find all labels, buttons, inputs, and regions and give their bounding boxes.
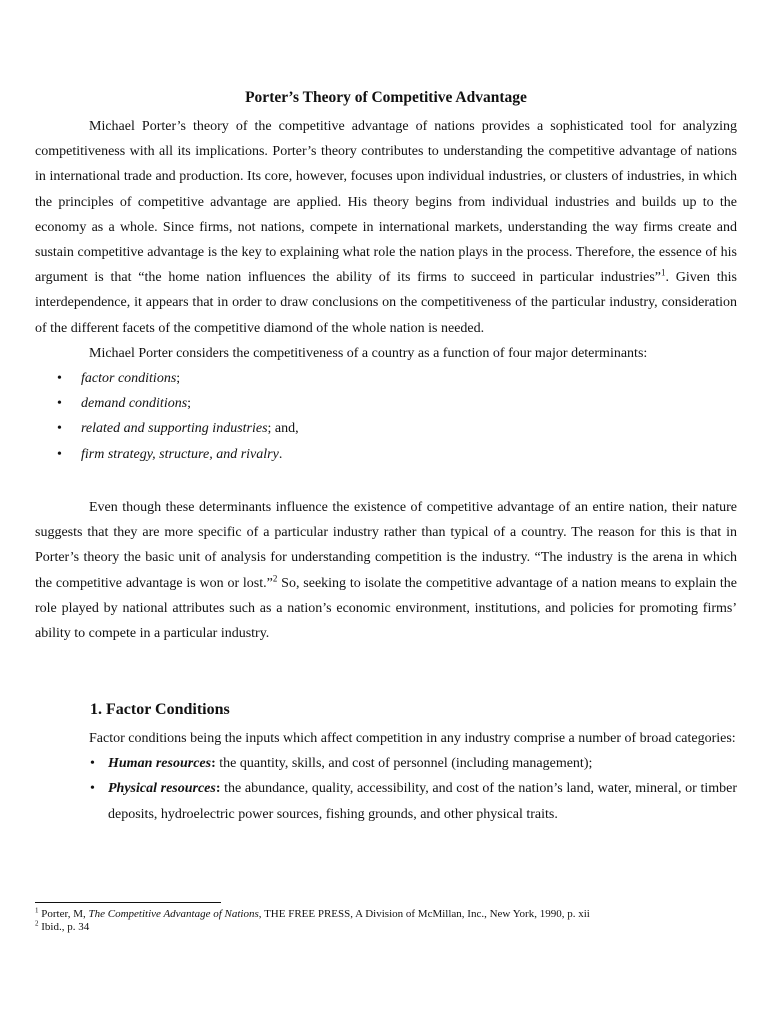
analysis-section (35, 495, 737, 646)
determinant-suffix: . (278, 446, 283, 462)
footnote-number: 1 (35, 906, 39, 915)
factor-term: Physical resources (108, 781, 216, 797)
determinant-suffix: ; (187, 396, 192, 412)
bullet-icon: • (57, 371, 62, 387)
factor-conditions-section (35, 726, 737, 827)
footnote-number: 2 (35, 919, 39, 928)
footnote-text: Porter, M, (38, 908, 89, 920)
section-heading-factor-conditions: 1. Factor Conditions (90, 701, 230, 718)
determinant-term: demand conditions (81, 396, 188, 412)
bullet-icon: • (90, 756, 95, 772)
factor-description: the quantity, skills, and cost of personnel (including management); (215, 756, 593, 772)
factor-description: the abundance, quality, accessibility, and cost of the nation’s land, water, mineral, or timber deposits, hydroelectric power sources, fishing grounds, and other physical traits. (108, 781, 737, 822)
factor-colon: : (215, 781, 221, 797)
bullet-icon: • (90, 781, 95, 797)
bullet-icon: • (57, 421, 62, 437)
footnote-text: Ibid., p. 34 (38, 921, 90, 933)
list-item (35, 391, 737, 416)
footnote-2 (35, 921, 737, 934)
footnote-publisher: , THE FREE PRESS, A Division of McMillan, Inc., New York, 1990, p. xii (258, 908, 590, 920)
intro-text-b: . Given this interdependence, it appears that in order to draw conclusions on the competitiveness of the particular industry, consideration of the different facets of the competitive diamond of the whole nation is needed. (35, 270, 737, 336)
determinant-suffix: ; (176, 371, 181, 387)
list-item (35, 416, 737, 441)
document-title: Porter’s Theory of Competitive Advantage (245, 89, 527, 106)
footnote-ref-2[interactable]: 2 (272, 572, 278, 583)
factor-conditions-intro: Factor conditions being the inputs which affect competition in any industry comprise a number of broad categories: (89, 731, 736, 746)
footnotes (35, 908, 737, 934)
determinant-suffix: ; and, (267, 421, 299, 437)
intro-section (35, 114, 737, 467)
factor-list (35, 751, 737, 827)
list-item (35, 776, 737, 826)
list-item (35, 442, 737, 467)
analysis-paragraph (35, 495, 737, 646)
list-item (35, 366, 737, 391)
footnote-ref-1[interactable]: 1 (661, 267, 666, 278)
analysis-text-b: So, seeking to isolate the competitive advantage of a nation means to explain the role played by national attributes such as a nation’s economic environment, institutions, and policies for promoting firms’ ability to compete in a particular industry. (35, 575, 737, 642)
analysis-text-a: Even though these determinants influence the existence of competitive advantage of an entire nation, their nature suggests that they are more specific of a particular industry rather than typical of a country. The reason for this is that in Porter’s theory the basic unit of analysis for understanding competition is the industry. “The industry is the arena in which the competitive advantage is won or lost.” (35, 500, 737, 591)
intro-text-a: Michael Porter’s theory of the competitive advantage of nations provides a sophisticated tool for analyzing competitiveness with all its implications. Porter’s theory contributes to understanding the competitive advantage of nations in international trade and production. Its core, however, focuses upon individual industries, or clusters of industries, in which the principles of competitive advantage are applied. His theory begins from individual industries and builds up to the economy as a whole. Since firms, not nations, compete in international markets, understanding the way firms create and sustain competitive advantage is the key to explaining what role the nation plays in the process. Therefore, the essence of his argument is that “the home nation influences the ability of its firms to succeed in particular industries” (35, 119, 737, 286)
footnote-1 (35, 908, 737, 921)
list-item (35, 751, 737, 776)
determinant-term: factor conditions (81, 371, 177, 387)
determinant-term: firm strategy, structure, and rivalry (81, 446, 279, 462)
determinants-intro-paragraph: Michael Porter considers the competitiveness of a country as a function of four major determinants: (89, 345, 648, 361)
bullet-icon: • (57, 446, 62, 462)
footnote-divider (35, 902, 221, 903)
bullet-icon: • (57, 396, 62, 412)
intro-paragraph (35, 114, 737, 341)
footnote-book-title: The Competitive Advantage of Nations (88, 908, 259, 920)
factor-term: Human resources (108, 756, 212, 772)
determinants-list (35, 366, 737, 467)
factor-colon: : (211, 756, 216, 772)
determinant-term: related and supporting industries (81, 421, 268, 437)
